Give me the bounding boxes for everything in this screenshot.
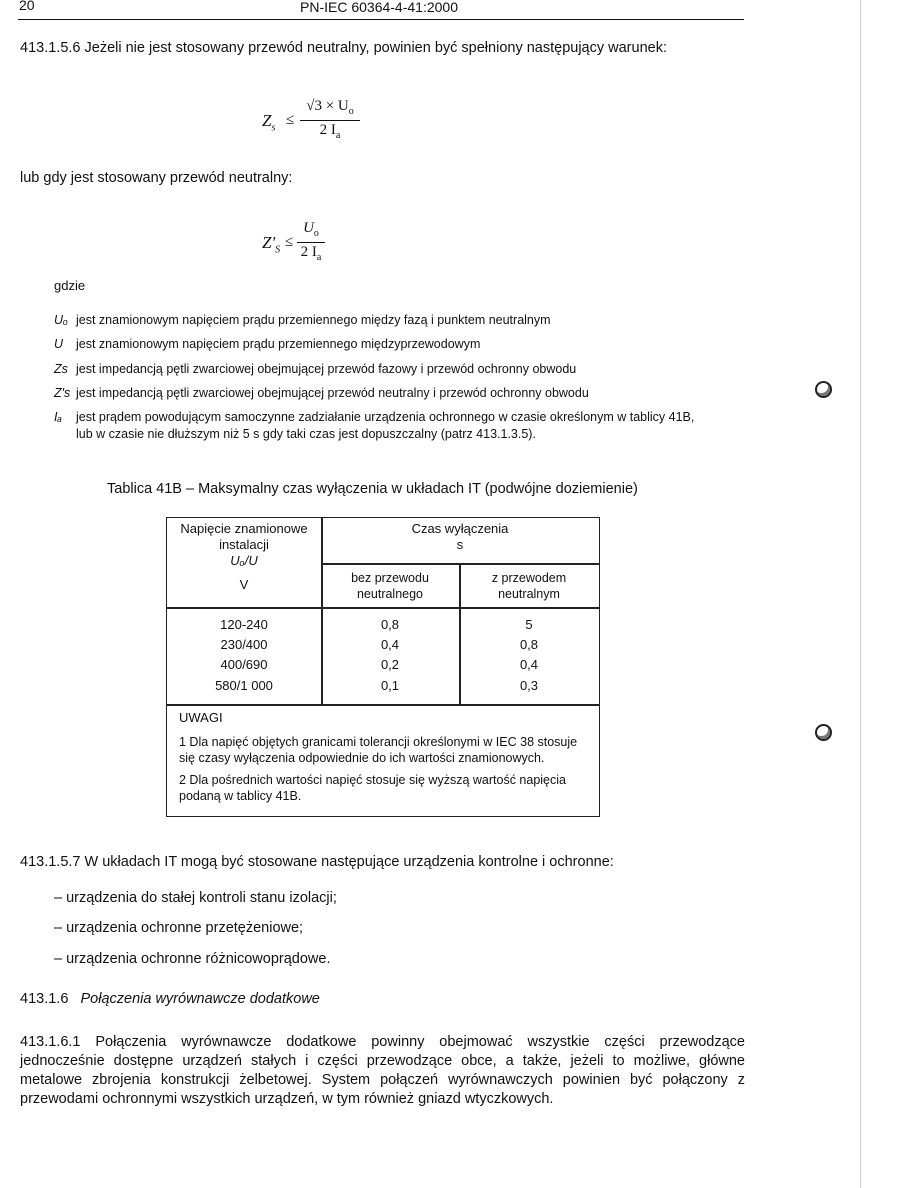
cell-voltage: 230/400 [220, 637, 268, 652]
cell-without: 0,1 [380, 678, 400, 693]
binder-hole-icon [815, 381, 832, 398]
column-header-with-neutral: z przewodem neutralnym [491, 571, 567, 601]
cell-voltage: 400/690 [220, 657, 268, 672]
list-item: – urządzenia ochronne różnicowoprądowe. [54, 951, 331, 967]
cell-voltage: 120-240 [220, 617, 268, 632]
binder-hole-icon [815, 724, 832, 741]
section-413-1-6-heading: 413.1.6 Połączenia wyrównawcze dodatkowe [20, 991, 320, 1007]
cell-without: 0,4 [380, 637, 400, 652]
section-413-1-5-6: 413.1.5.6 Jeżeli nie jest stosowany przewód neutralny, powinien być spełniony następujący warunek: [20, 40, 667, 56]
definition-item: Uₒ jest znamionowym napięciem prądu przemiennego między fazą i punktem neutralnym [54, 313, 551, 327]
header-rule [18, 19, 744, 20]
table-row [167, 657, 599, 677]
cell-with: 0,3 [519, 678, 539, 693]
definition-item-continued: lub w czasie nie dłuższym niż 5 s gdy taki czas jest dopuszczalny (patrz 413.1.3.5). [76, 427, 536, 441]
cell-voltage: 580/1 000 [215, 678, 273, 693]
or-text: lub gdy jest stosowany przewód neutralny: [20, 170, 293, 186]
table-row [167, 617, 599, 637]
table-caption: Tablica 41B – Maksymalny czas wyłączenia w układach IT (podwójne doziemienie) [107, 481, 638, 497]
cell-with: 0,4 [519, 657, 539, 672]
definition-item: Zs jest impedancją pętli zwarciowej obejmującej przewód fazowy i przewód ochronny obwodu [54, 362, 577, 376]
note-1: 1 Dla napięć objętych granicami tolerancji określonymi w IEC 38 stosuje się czasy wyłączenia odpowiednie do ich wartości znamionowych. [179, 735, 578, 765]
standard-id: PN-IEC 60364-4-41:2000 [300, 0, 458, 15]
table-row [167, 678, 599, 698]
section-413-1-6-1: 413.1.6.1 Połączenia wyrównawcze dodatkowe powinny obejmować wszystkie części przewodzące jednocześnie dostępne urządzeń stałych i części przewodzące obce, a także, jeżeli to możliwe, główne metalowe zbrojenia konstrukcji żelbetowej. System połączeń wyrównawczych powinien być połączony z przewodami ochronnymi wszystkich urządzeń, w tym również gniazd wtyczkowych. [20, 1034, 745, 1107]
definition-item: Z's jest impedancją pętli zwarciowej obejmującej przewód neutralny i przewód ochronny obwodu [54, 386, 589, 400]
page-edge [860, 0, 861, 1188]
cell-with: 0,8 [519, 637, 539, 652]
formula-zs-prime: $Z'_S$ ≤ $U_o$ 2 $I_a$ [262, 220, 342, 270]
list-item: – urządzenia ochronne przetężeniowe; [54, 920, 304, 936]
cell-without: 0,8 [380, 617, 400, 632]
list-item: – urządzenia do stałej kontroli stanu izolacji; [54, 890, 337, 906]
definition-item: Iₐ jest prądem powodującym samoczynne zadziałanie urządzenia ochronnego w czasie określonym w tablicy 41B, [54, 410, 695, 424]
note-2: 2 Dla pośrednich wartości napięć stosuje się wyższą wartość napięcia podaną w tablicy 41B. [179, 773, 566, 803]
notes-title: UWAGI [179, 710, 223, 725]
where-label: gdzie [54, 278, 86, 293]
group-header-time: Czas wyłączenia s [411, 521, 509, 552]
definition-item: U jest znamionowym napięciem prądu przemiennego międzyprzewodowym [54, 337, 481, 351]
table-41b [166, 517, 600, 817]
column-header-voltage: Napięcie znamionowe instalacji Uₒ/U V [180, 521, 308, 592]
column-header-without-neutral: bez przewodu neutralnego [351, 571, 429, 601]
cell-with: 5 [525, 617, 533, 632]
formula-zs: $Z_s$ ≤ $√3 \times U_o$ 2 $I_a$ [262, 98, 362, 148]
page-number: 20 [19, 0, 35, 13]
section-413-1-5-7: 413.1.5.7 W układach IT mogą być stosowane następujące urządzenia kontrolne i ochronne: [20, 854, 614, 870]
table-row [167, 637, 599, 657]
cell-without: 0,2 [380, 657, 400, 672]
